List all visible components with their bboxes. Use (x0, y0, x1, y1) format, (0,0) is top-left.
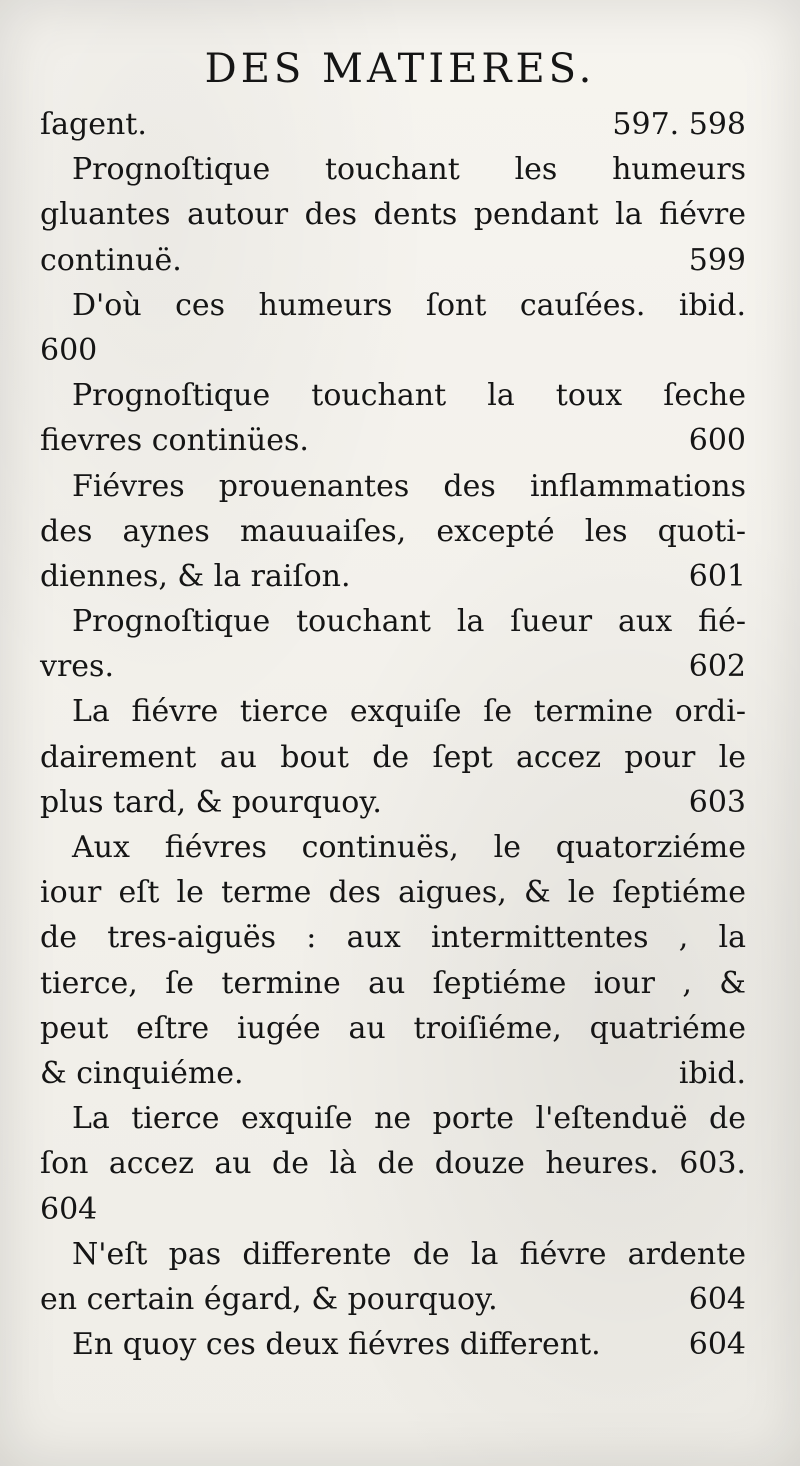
index-line (40, 238, 746, 283)
index-line: Prognoſtique touchant la ſueur aux fié- (72, 604, 746, 640)
entry-text: vres. (40, 649, 114, 685)
page-heading: DES MATIERES. (204, 46, 596, 92)
index-line: iour eſt le terme des aigues, & le ſeptiéme (40, 875, 746, 911)
entry-text: ſagent. (40, 107, 147, 142)
page-reference: 604 (688, 1281, 746, 1317)
entry-text: plus tard, & pourquoy. (40, 784, 382, 820)
entry-text: diennes, & la raiſon. (40, 558, 351, 594)
page-reference: 600 (688, 423, 746, 459)
index-line (40, 1051, 746, 1096)
index-line: N'eſt pas differente de la fiévre ardente (72, 1236, 746, 1272)
index-line: des aynes mauuaiſes, excepté les quoti- (40, 513, 746, 549)
index-line (40, 1322, 746, 1367)
index-line: Prognoſtique touchant les humeurs (72, 152, 746, 188)
index-line: Aux fiévres continuës, le quatorziéme (72, 830, 746, 865)
index-line: La fiévre tierce exquiſe ſe termine ordi- (72, 694, 746, 730)
page-reference: 597. 598 (612, 107, 746, 142)
index-line: 604 (40, 1191, 98, 1227)
entry-text: en certain égard, & pourquoy. (40, 1281, 498, 1317)
entry-text: En quoy ces deux fiévres different. (72, 1327, 601, 1363)
index-text-block (40, 102, 746, 1367)
index-line: dairement au bout de ſept accez pour le (40, 739, 746, 775)
page-reference: 601 (688, 558, 746, 594)
page-reference: ibid. (678, 1055, 746, 1091)
index-line (40, 418, 746, 463)
index-line: D'où ces humeurs ſont cauſées. ibid. (72, 287, 746, 323)
index-line: ſon accez au de là de douze heures. 603. (40, 1146, 746, 1182)
page-reference: 602 (688, 649, 746, 685)
index-line: Fiévres prouenantes des inflammations (72, 468, 746, 504)
index-line: gluantes autour des dents pendant la fiévre (40, 197, 746, 233)
index-line (40, 644, 746, 689)
page-reference: 604 (688, 1327, 746, 1363)
index-line (40, 102, 746, 147)
index-line (40, 780, 746, 825)
index-line: La tierce exquiſe ne porte l'eſtenduë de (72, 1101, 746, 1137)
index-line: tierce, ſe termine au ſeptiéme iour , & (40, 965, 746, 1001)
index-line: peut eſtre iugée au troiſiéme, quatriéme (40, 1010, 746, 1046)
index-line: de tres-aiguës : aux intermittentes , la (40, 920, 746, 956)
entry-text: & cinquiéme. (40, 1055, 244, 1091)
index-line: Prognoſtique touchant la toux ſeche (72, 378, 746, 414)
index-line (40, 1277, 746, 1322)
entry-text: fievres continües. (40, 423, 309, 459)
index-line (40, 554, 746, 599)
index-line: 600 (40, 332, 98, 368)
page-reference: 599 (688, 242, 746, 278)
entry-text: continuë. (40, 242, 182, 278)
page-reference: 603 (688, 784, 746, 820)
